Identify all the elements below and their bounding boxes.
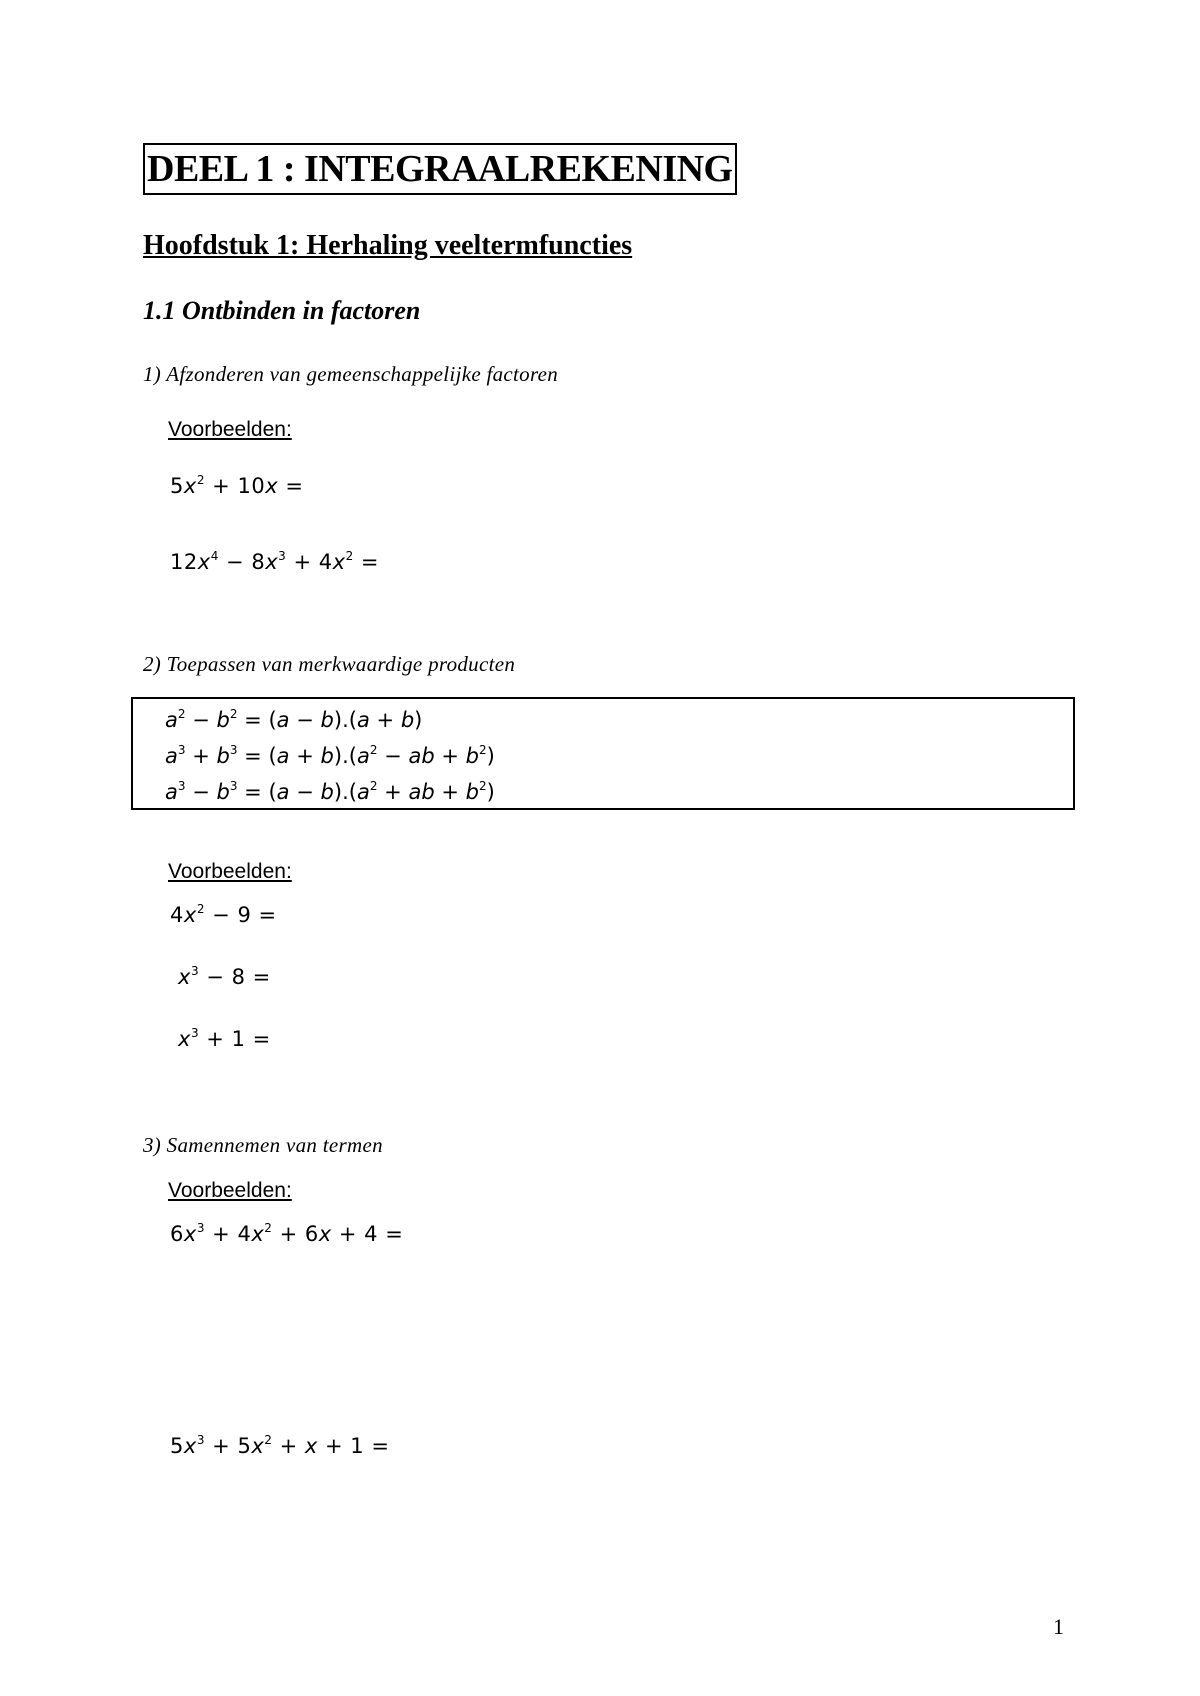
expression-3-2: $5x^3 + 5x^2 + x + 1$ = (170, 1433, 390, 1458)
examples-label-1: Voorbeelden: (168, 418, 292, 441)
formula-sum-of-cubes: $a^3 + b^3 = (a + b).(a^2$ − ab + $b^2$) (165, 743, 495, 768)
expression-2-2: $x^3 - 8$ = (178, 964, 271, 989)
subsection-heading-1: 1) Afzonderen van gemeenschappelijke factoren (143, 362, 559, 386)
formula-box (131, 697, 1075, 810)
section-title: 1.1 Ontbinden in factoren (143, 296, 421, 325)
part-title: DEEL 1 : INTEGRAALREKENING (143, 143, 737, 195)
expression-1-1: $5x^2 + 10x$ = (170, 473, 304, 498)
expression-1-2: $12x^4 - 8x^3 + 4x^2$ = (170, 549, 379, 574)
formula-difference-of-cubes: $a^3 - b^3 = (a - b).(a^2$ + ab + $b^2$) (165, 779, 495, 804)
subsection-heading-3: 3) Samennemen van termen (143, 1133, 383, 1157)
examples-label-2: Voorbeelden: (168, 860, 292, 883)
examples-label-3: Voorbeelden: (168, 1179, 292, 1202)
page-number: 1 (1053, 1614, 1064, 1639)
expression-2-3: $x^3 + 1$ = (178, 1026, 271, 1051)
formula-difference-of-squares: $a^2 - b^2 = (a - b).(a + b)$ (165, 707, 423, 732)
expression-3-1: $6x^3 + 4x^2 + 6x + 4$ = (170, 1221, 404, 1246)
expression-2-1: $4x^2 - 9$ = (170, 902, 277, 927)
chapter-title: Hoofdstuk 1: Herhaling veeltermfuncties (143, 230, 633, 261)
subsection-heading-2: 2) Toepassen van merkwaardige producten (143, 652, 516, 676)
